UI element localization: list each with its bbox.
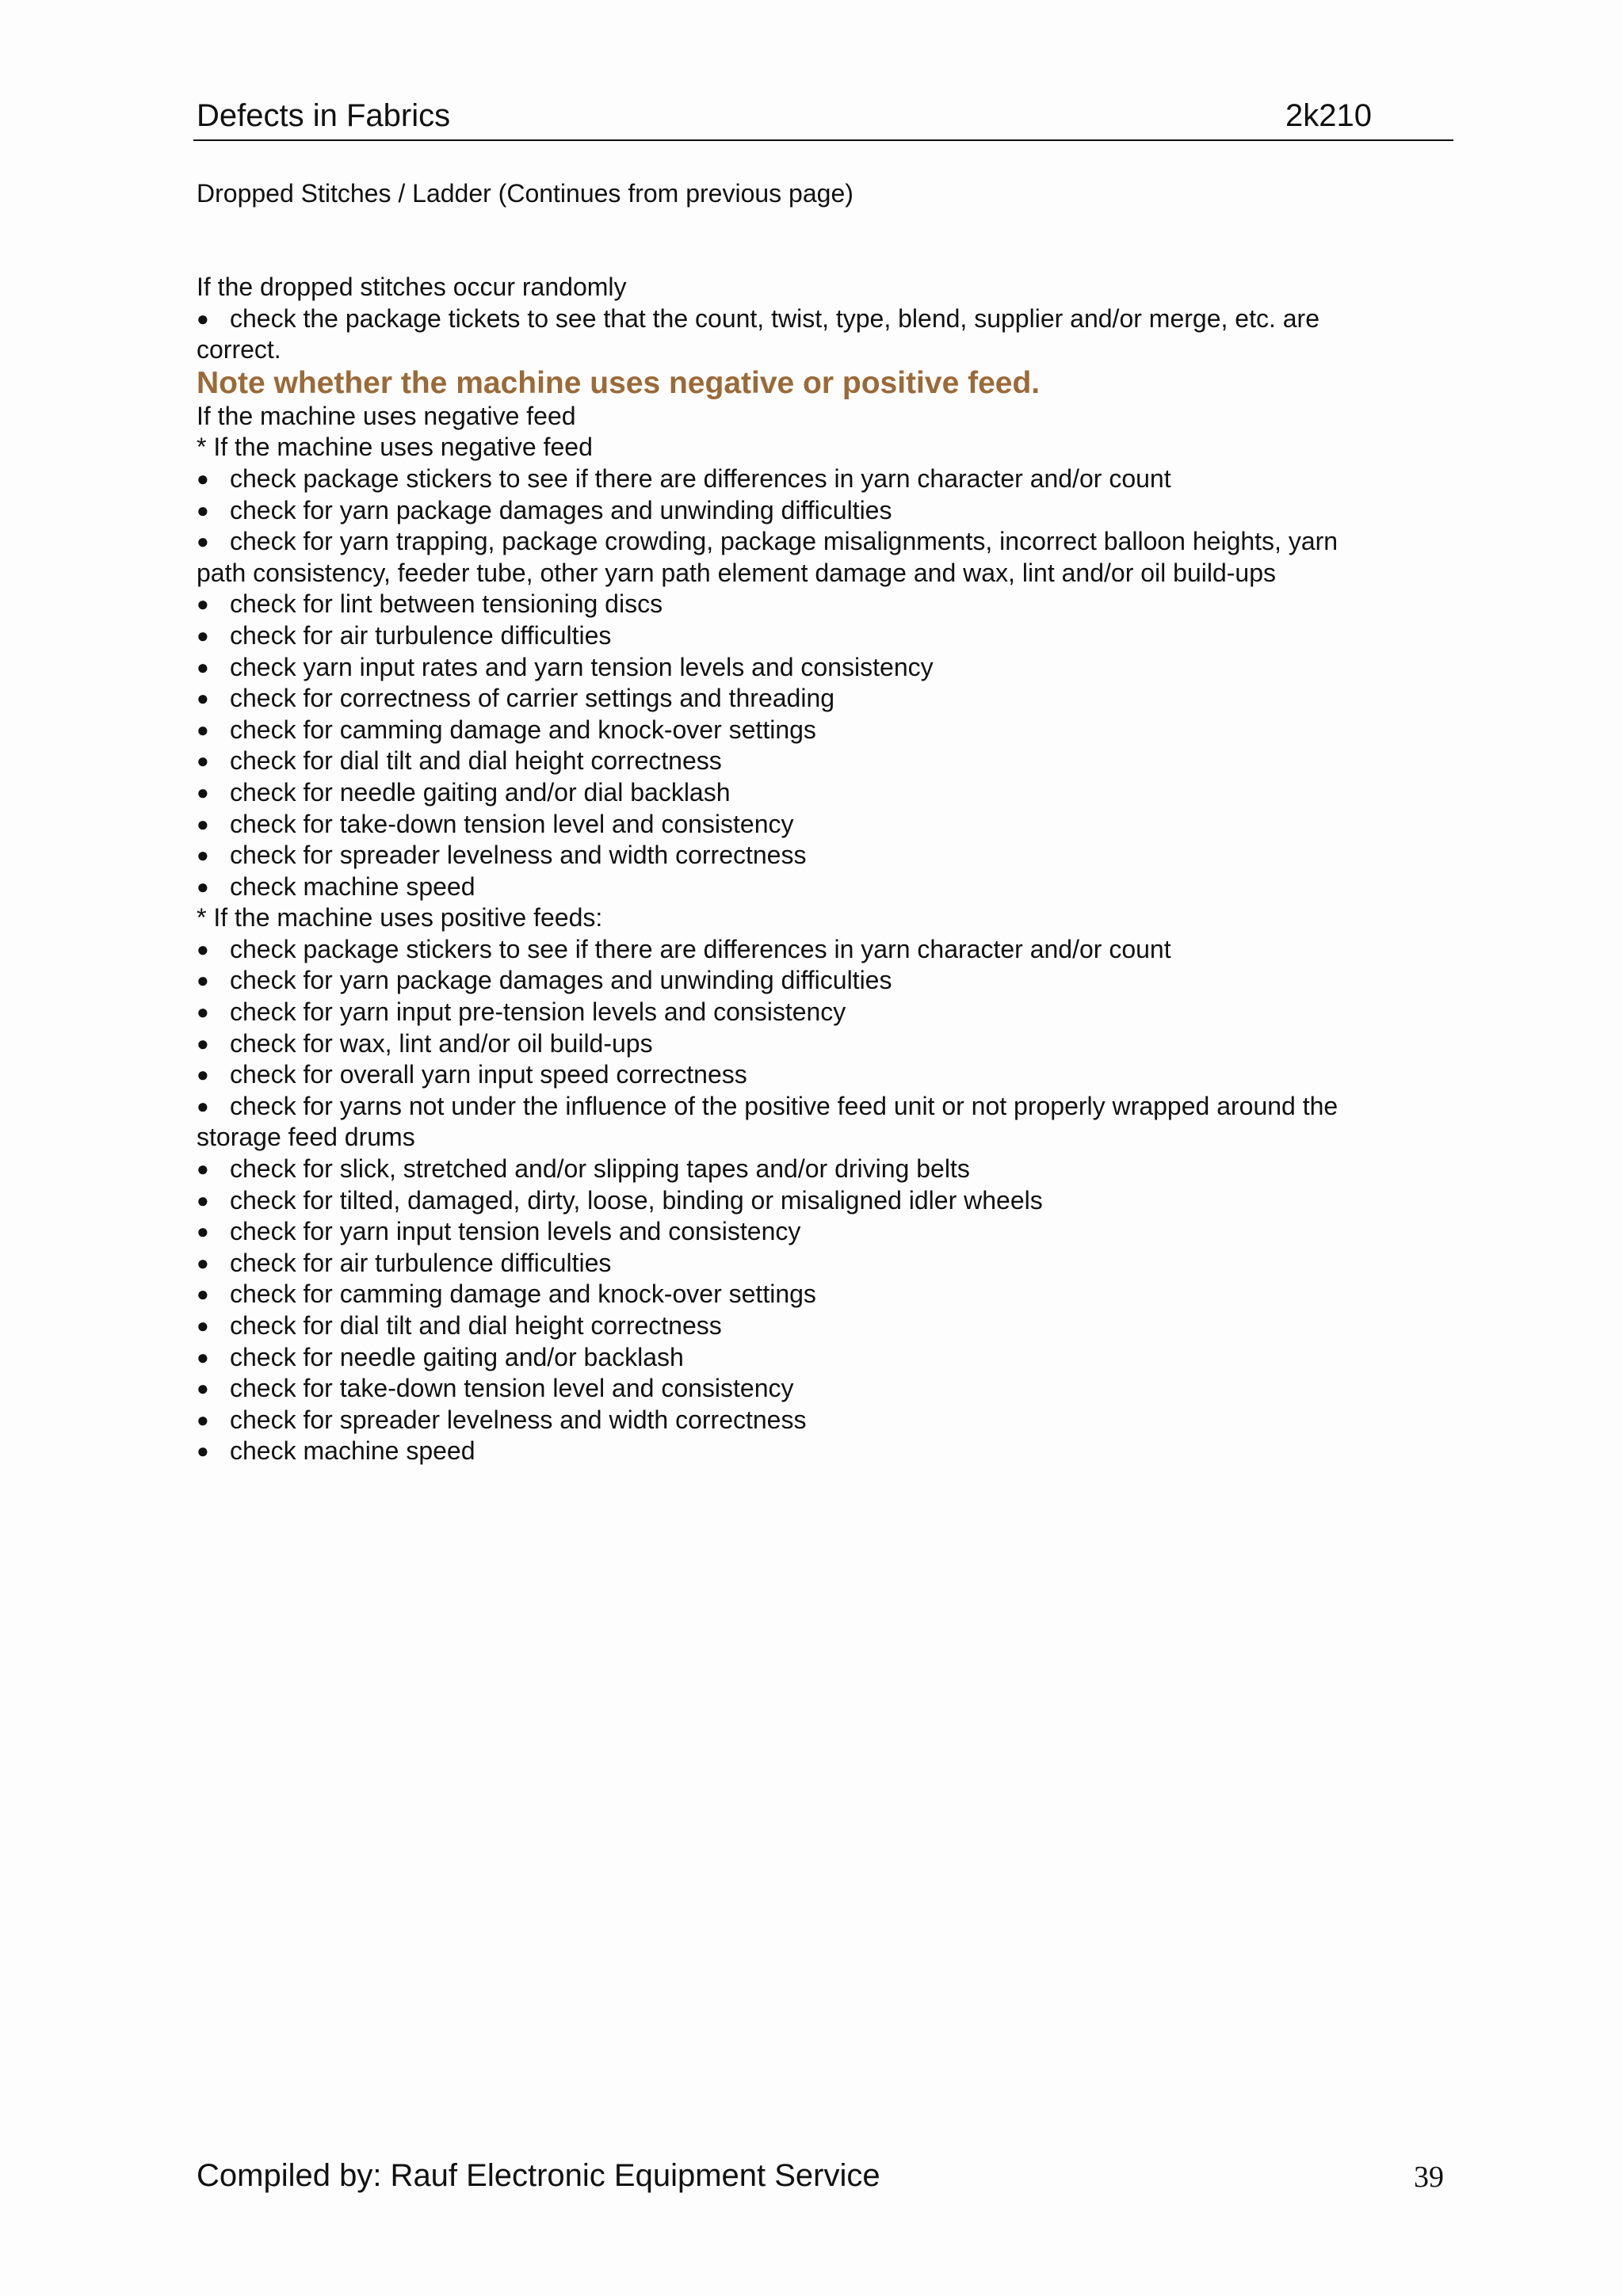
page-number: 39 — [1414, 2161, 1444, 2194]
list-item: ● check for take-down tension level and consistency — [197, 1373, 1449, 1405]
list-item: ● check for yarn package damages and unwinding difficulties — [197, 495, 1449, 527]
list-item: ● check for slick, stretched and/or slipping tapes and/or driving belts — [197, 1154, 1449, 1185]
list-item: ● check for camming damage and knock-over settings — [197, 1279, 1449, 1310]
list-item: ● check for camming damage and knock-over settings — [197, 715, 1449, 746]
list-item: ● check package stickers to see if there are differences in yarn character and/or count — [197, 463, 1449, 495]
list-item: ● check for spreader levelness and width correctness — [197, 1405, 1449, 1436]
list-item: ● check for lint between tensioning discs — [197, 589, 1449, 620]
list-item: ● check for overall yarn input speed correctness — [197, 1059, 1449, 1091]
negative-feed-heading: * If the machine uses negative feed — [197, 433, 593, 462]
list-item: ● check for yarn trapping, package crowding, package misalignments, incorrect balloon heights, yarn — [197, 526, 1449, 558]
list-item: ● check for spreader levelness and width correctness — [197, 840, 1449, 871]
list-item: ● check for air turbulence difficulties — [197, 620, 1449, 652]
document-body — [197, 272, 1449, 1467]
list-item-continuation: storage feed drums — [197, 1123, 415, 1152]
list-item: ● check for needle gaiting and/or dial backlash — [197, 777, 1449, 809]
list-item-continuation: path consistency, feeder tube, other yarn path element damage and wax, lint and/or oil build-ups — [197, 558, 1277, 587]
list-item: ● check for dial tilt and dial height correctness — [197, 746, 1449, 777]
list-item: ● check for needle gaiting and/or backlash — [197, 1342, 1449, 1374]
intro-text: If the dropped stitches occur randomly — [197, 273, 627, 301]
header-title: Defects in Fabrics — [197, 98, 451, 133]
list-item: ● check package stickers to see if there are differences in yarn character and/or count — [197, 934, 1449, 966]
list-item: ● check machine speed — [197, 871, 1449, 903]
list-item: ● check for tilted, damaged, dirty, loose, binding or misaligned idler wheels — [197, 1185, 1449, 1217]
list-item: ● check yarn input rates and yarn tension levels and consistency — [197, 652, 1449, 684]
list-item: ● check the package tickets to see that the count, twist, type, blend, supplier and/or merge, etc. are — [197, 303, 1449, 335]
page-header — [193, 95, 1453, 141]
list-item: ● check for yarn input tension levels and consistency — [197, 1216, 1449, 1248]
list-item: ● check for correctness of carrier settings and threading — [197, 683, 1449, 715]
list-item: ● check for yarn package damages and unwinding difficulties — [197, 965, 1449, 997]
list-item: ● check for take-down tension level and consistency — [197, 809, 1449, 841]
note-heading: Note whether the machine uses negative or positive feed. — [197, 365, 1041, 400]
section-title: Dropped Stitches / Ladder (Continues from previous page) — [197, 179, 854, 208]
list-item: ● check for dial tilt and dial height correctness — [197, 1310, 1449, 1342]
list-item-continuation: correct. — [197, 335, 281, 364]
list-item: ● check for air turbulence difficulties — [197, 1248, 1449, 1280]
positive-feed-heading: * If the machine uses positive feeds: — [197, 903, 603, 933]
list-item: ● check for yarns not under the influence of the positive feed unit or not properly wrapped around the — [197, 1091, 1449, 1123]
footer-compiled-by: Compiled by: Rauf Electronic Equipment Service — [197, 2158, 880, 2193]
list-item: ● check for wax, lint and/or oil build-ups — [197, 1028, 1449, 1060]
list-item: ● check for yarn input pre-tension levels and consistency — [197, 997, 1449, 1028]
negative-intro: If the machine uses negative feed — [197, 401, 576, 430]
list-item: ● check machine speed — [197, 1436, 1449, 1467]
header-code: 2k210 — [1285, 98, 1372, 133]
